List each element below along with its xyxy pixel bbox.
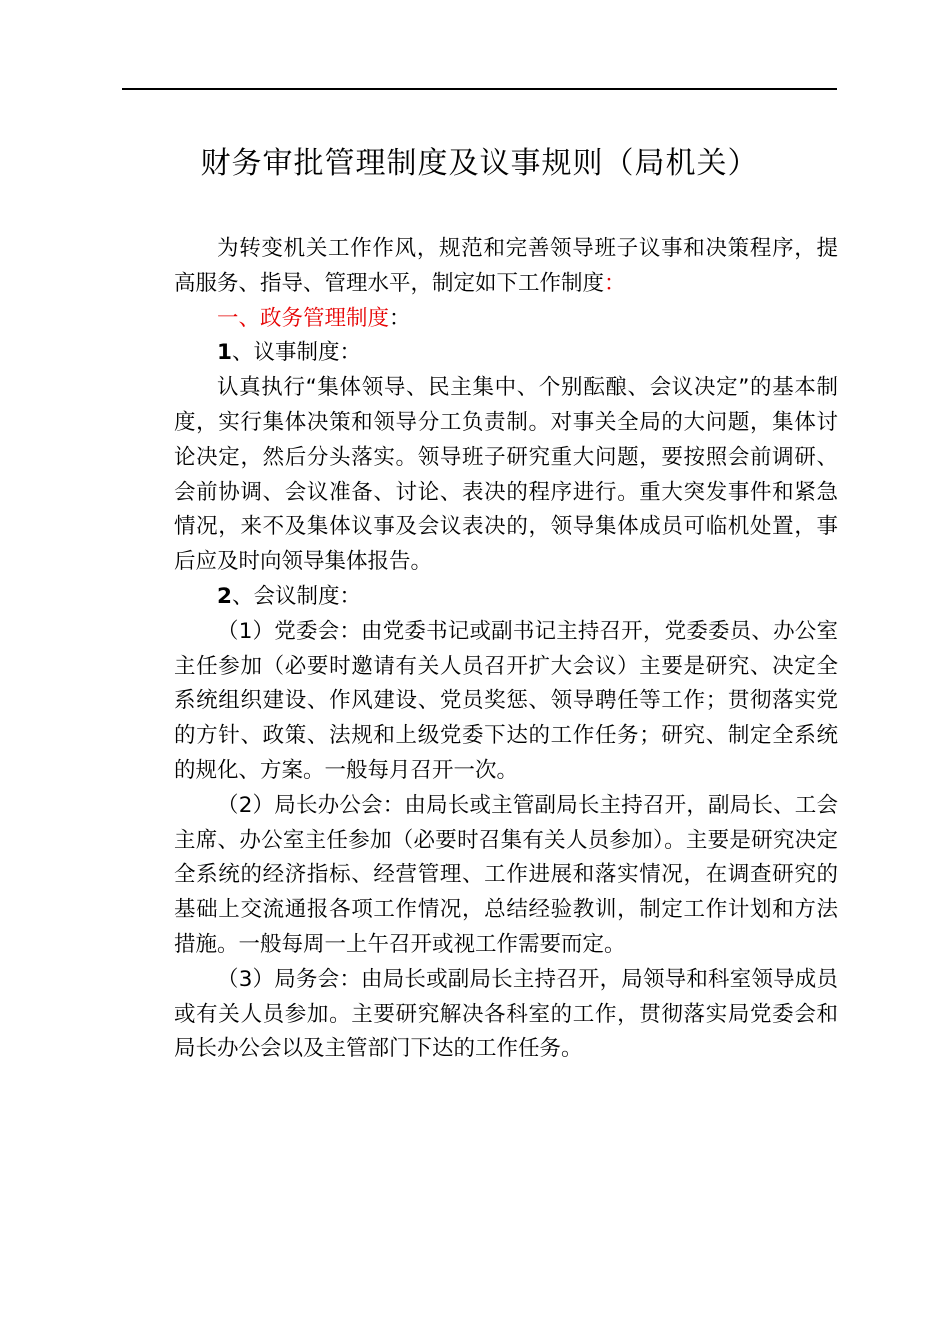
section-heading-text: 一、政务管理制度 [217, 305, 390, 331]
intro-paragraph [174, 232, 838, 302]
item2-label: 、会议制度： [231, 583, 361, 609]
item2-sub1: （1）党委会：由党委书记或副书记主持召开，党委委员、办公室主任参加（必要时邀请有关人员召开扩大会议）主要是研究、决定全系统组织建设、作风建设、党员奖惩、领导聘任等工作；贯彻落实党的方针、政策、法规和上级党委下达的工作任务；研究、制定全系统的规化、方案。一般每月召开一次。 [174, 618, 838, 783]
section-heading-colon: ： [389, 305, 411, 331]
item1-heading [174, 336, 838, 371]
intro-text: 为转变机关工作作风，规范和完善领导班子议事和决策程序，提高服务、指导、管理水平，制定如下工作制度 [174, 236, 838, 296]
item2-sub2: （2）局长办公会：由局长或主管副局长主持召开，副局长、工会主席、办公室主任参加（必要时召集有关人员参加）。主要是研究决定全系统的经济指标、经营管理、工作进展和落实情况，在调查研究的基础上交流通报各项工作情况，总结经验教训，制定工作计划和方法措施。一般每周一上午召开或视工作需要而定。 [174, 792, 838, 957]
item1-body: 认真执行“集体领导、民主集中、个别酝酿、会议决定”的基本制度，实行集体决策和领导分工负责制。对事关全局的大问题，集体讨论决定，然后分头落实。领导班子研究重大问题，要按照会前调研、会前协调、会议准备、讨论、表决的程序进行。重大突发事件和紧急情况，来不及集体议事及会议表决的，领导集体成员可临机处置，事后应及时向领导集体报告。 [174, 375, 838, 575]
item1-number: 1 [217, 340, 232, 366]
document-title: 财务审批管理制度及议事规则（局机关） [200, 146, 759, 181]
document-body [174, 232, 838, 1067]
header-rule [122, 88, 837, 90]
item2-heading [174, 580, 838, 615]
section-heading [174, 302, 838, 337]
item2-number: 2 [217, 583, 232, 609]
item1-label: 、议事制度： [231, 340, 361, 366]
intro-colon: ： [604, 270, 626, 296]
item2-sub3: （3）局务会：由局长或副局长主持召开，局领导和科室领导成员或有关人员参加。主要研究解决各科室的工作，贯彻落实局党委会和局长办公会以及主管部门下达的工作任务。 [174, 966, 838, 1062]
